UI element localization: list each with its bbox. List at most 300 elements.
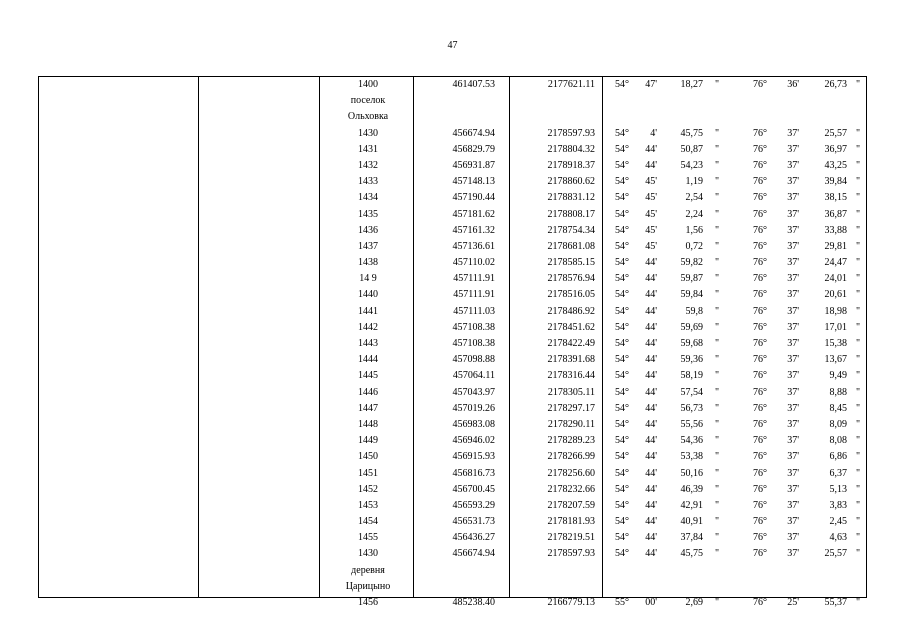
- longitude-seconds: 3,83: [829, 499, 847, 511]
- x-coordinate: 457190.44: [452, 192, 495, 204]
- y-coordinate: 2178316.44: [547, 370, 595, 382]
- table-row: [39, 530, 866, 546]
- latitude-degrees: 54°: [615, 451, 629, 463]
- longitude-seconds-mark: ": [855, 532, 861, 544]
- y-coordinate: 2166779.13: [547, 597, 595, 608]
- longitude-degrees: 76°: [753, 321, 767, 333]
- latitude-seconds-mark: ": [714, 305, 720, 317]
- latitude-degrees: 54°: [615, 467, 629, 479]
- latitude-seconds-mark: ": [714, 516, 720, 528]
- latitude-seconds: 40,91: [680, 516, 703, 528]
- longitude-degrees: 76°: [753, 532, 767, 544]
- point-number: 1438: [358, 257, 378, 269]
- longitude-seconds: 38,15: [824, 192, 847, 204]
- longitude-degrees: 76°: [753, 338, 767, 349]
- table-row: [39, 482, 866, 498]
- table-row: [39, 433, 866, 449]
- point-number: 1447: [358, 402, 378, 414]
- y-coordinate: 2178516.05: [547, 289, 595, 301]
- latitude-seconds: 54,36: [680, 435, 703, 447]
- latitude-seconds-mark: ": [714, 192, 720, 204]
- longitude-degrees: 76°: [753, 273, 767, 285]
- latitude-degrees: 54°: [615, 499, 629, 511]
- x-coordinate: 457043.97: [452, 386, 495, 398]
- longitude-minutes: 37': [787, 305, 799, 317]
- longitude-minutes: 37': [787, 273, 799, 285]
- longitude-minutes: 37': [787, 516, 799, 528]
- x-coordinate: 456816.73: [452, 467, 495, 479]
- latitude-degrees: 54°: [615, 208, 629, 220]
- latitude-seconds: 59,68: [680, 338, 703, 349]
- longitude-seconds: 20,61: [824, 289, 847, 301]
- point-number: 1435: [358, 208, 378, 220]
- latitude-minutes: 44': [645, 273, 657, 285]
- longitude-minutes: 37': [787, 435, 799, 447]
- x-coordinate: 457111.91: [453, 289, 495, 301]
- x-coordinate: 485238.40: [452, 597, 495, 608]
- latitude-minutes: 00': [645, 597, 657, 608]
- latitude-seconds: 59,84: [680, 289, 703, 301]
- point-number: 1455: [358, 532, 378, 544]
- longitude-minutes: 37': [787, 240, 799, 252]
- latitude-seconds-mark: ": [714, 532, 720, 544]
- latitude-degrees: 54°: [615, 224, 629, 236]
- y-coordinate: 2178297.17: [547, 402, 595, 414]
- longitude-seconds-mark: ": [855, 127, 861, 139]
- latitude-degrees: 54°: [615, 257, 629, 269]
- latitude-seconds: 59,87: [680, 273, 703, 285]
- table-row: [39, 126, 866, 142]
- x-coordinate: 457019.26: [452, 402, 495, 414]
- x-coordinate: 461407.53: [452, 79, 495, 90]
- point-number: 1442: [358, 321, 378, 333]
- y-coordinate: 2178232.66: [547, 483, 595, 495]
- latitude-minutes: 44': [645, 548, 657, 560]
- latitude-seconds-mark: ": [714, 338, 720, 349]
- point-number: 1446: [358, 386, 378, 398]
- longitude-seconds-mark: ": [855, 467, 861, 479]
- y-coordinate: 2178486.92: [547, 305, 595, 317]
- latitude-seconds: 59,82: [680, 257, 703, 269]
- x-coordinate: 457136.61: [452, 240, 495, 252]
- longitude-minutes: 37': [787, 354, 799, 366]
- y-coordinate: 2178860.62: [547, 176, 595, 188]
- table-row: [39, 595, 866, 611]
- longitude-seconds: 8,45: [829, 402, 847, 414]
- longitude-minutes: 25': [787, 597, 799, 608]
- x-coordinate: 457161.32: [452, 224, 495, 236]
- latitude-seconds-mark: ": [714, 597, 720, 608]
- longitude-minutes: 37': [787, 548, 799, 560]
- longitude-minutes: 37': [787, 224, 799, 236]
- latitude-minutes: 44': [645, 516, 657, 528]
- y-coordinate: 2178219.51: [547, 532, 595, 544]
- latitude-minutes: 45': [645, 192, 657, 204]
- point-number: 1445: [358, 370, 378, 382]
- latitude-seconds: 50,87: [680, 143, 703, 155]
- longitude-degrees: 76°: [753, 435, 767, 447]
- point-number: 1432: [358, 159, 378, 171]
- x-coordinate: 456829.79: [452, 143, 495, 155]
- page-number: 47: [447, 40, 458, 51]
- latitude-seconds-mark: ": [714, 386, 720, 398]
- longitude-degrees: 76°: [753, 516, 767, 528]
- x-coordinate: 456674.94: [452, 548, 495, 560]
- latitude-degrees: 54°: [615, 548, 629, 560]
- y-coordinate: 2178585.15: [547, 257, 595, 269]
- table-row: [39, 174, 866, 190]
- longitude-seconds: 26,73: [824, 79, 847, 90]
- point-number: 1449: [358, 435, 378, 447]
- longitude-seconds-mark: ": [855, 402, 861, 414]
- longitude-seconds-mark: ": [855, 499, 861, 511]
- longitude-seconds: 43,25: [824, 159, 847, 171]
- longitude-minutes: 37': [787, 127, 799, 139]
- y-coordinate: 2178451.62: [547, 321, 595, 333]
- longitude-seconds-mark: ": [855, 354, 861, 366]
- longitude-degrees: 76°: [753, 192, 767, 204]
- point-number: 1436: [358, 224, 378, 236]
- longitude-seconds: 25,57: [824, 548, 847, 560]
- x-coordinate: 457181.62: [452, 208, 495, 220]
- longitude-seconds-mark: ": [855, 79, 861, 90]
- x-coordinate: 456946.02: [452, 435, 495, 447]
- point-number: 1437: [358, 240, 378, 252]
- table-row: [39, 546, 866, 562]
- longitude-minutes: 37': [787, 159, 799, 171]
- settlement-name: Ольховка: [347, 111, 389, 123]
- table-row: [39, 336, 866, 352]
- longitude-minutes: 37': [787, 192, 799, 204]
- longitude-seconds-mark: ": [855, 370, 861, 382]
- longitude-seconds: 4,63: [829, 532, 847, 544]
- longitude-degrees: 76°: [753, 548, 767, 560]
- longitude-minutes: 37': [787, 532, 799, 544]
- latitude-degrees: 54°: [615, 370, 629, 382]
- latitude-seconds: 54,23: [680, 159, 703, 171]
- longitude-seconds: 8,08: [829, 435, 847, 447]
- latitude-minutes: 44': [645, 370, 657, 382]
- latitude-seconds: 59,8: [685, 305, 703, 317]
- y-coordinate: 2178266.99: [547, 451, 595, 463]
- table-row: [39, 271, 866, 287]
- latitude-seconds-mark: ": [714, 240, 720, 252]
- longitude-seconds-mark: ": [855, 451, 861, 463]
- y-coordinate: 2178576.94: [547, 273, 595, 285]
- longitude-seconds: 24,01: [824, 273, 847, 285]
- latitude-seconds: 59,69: [680, 321, 703, 333]
- y-coordinate: 2178181.93: [547, 516, 595, 528]
- latitude-degrees: 54°: [615, 386, 629, 398]
- longitude-minutes: 37': [787, 483, 799, 495]
- longitude-degrees: 76°: [753, 451, 767, 463]
- latitude-minutes: 44': [645, 402, 657, 414]
- longitude-seconds-mark: ": [855, 273, 861, 285]
- latitude-degrees: 54°: [615, 159, 629, 171]
- table-body: [39, 77, 866, 611]
- latitude-seconds-mark: ": [714, 370, 720, 382]
- latitude-degrees: 54°: [615, 127, 629, 139]
- latitude-degrees: 54°: [615, 240, 629, 252]
- x-coordinate: 456983.08: [452, 418, 495, 430]
- latitude-minutes: 44': [645, 532, 657, 544]
- latitude-seconds: 55,56: [680, 418, 703, 430]
- longitude-degrees: 76°: [753, 370, 767, 382]
- latitude-minutes: 47': [645, 79, 657, 90]
- table-row: [39, 304, 866, 320]
- longitude-seconds-mark: ": [855, 257, 861, 269]
- settlement-label-row: [39, 579, 866, 595]
- longitude-seconds: 2,45: [829, 516, 847, 528]
- longitude-seconds-mark: ": [855, 386, 861, 398]
- longitude-minutes: 37': [787, 499, 799, 511]
- latitude-degrees: 54°: [615, 273, 629, 285]
- y-coordinate: 2178597.93: [547, 548, 595, 560]
- latitude-minutes: 44': [645, 305, 657, 317]
- latitude-degrees: 54°: [615, 79, 629, 90]
- longitude-seconds-mark: ": [855, 208, 861, 220]
- longitude-degrees: 76°: [753, 143, 767, 155]
- latitude-seconds-mark: ": [714, 289, 720, 301]
- latitude-minutes: 44': [645, 257, 657, 269]
- point-number: 1452: [358, 483, 378, 495]
- longitude-seconds-mark: ": [855, 159, 861, 171]
- longitude-seconds: 36,87: [824, 208, 847, 220]
- x-coordinate: 457148.13: [452, 176, 495, 188]
- latitude-seconds-mark: ": [714, 257, 720, 269]
- latitude-degrees: 54°: [615, 354, 629, 366]
- table-row: [39, 77, 866, 93]
- longitude-minutes: 37': [787, 370, 799, 382]
- y-coordinate: 2177621.11: [547, 79, 595, 90]
- longitude-degrees: 76°: [753, 418, 767, 430]
- longitude-seconds-mark: ": [855, 435, 861, 447]
- longitude-minutes: 37': [787, 257, 799, 269]
- table-row: [39, 368, 866, 384]
- latitude-seconds: 42,91: [680, 499, 703, 511]
- latitude-seconds-mark: ": [714, 499, 720, 511]
- latitude-degrees: 54°: [615, 532, 629, 544]
- point-number: 1450: [358, 451, 378, 463]
- point-number: 1430: [358, 127, 378, 139]
- table-row: [39, 417, 866, 433]
- x-coordinate: 457110.02: [452, 257, 495, 269]
- latitude-minutes: 44': [645, 451, 657, 463]
- latitude-seconds-mark: ": [714, 418, 720, 430]
- longitude-seconds: 13,67: [824, 354, 847, 366]
- longitude-degrees: 76°: [753, 240, 767, 252]
- latitude-seconds-mark: ": [714, 79, 720, 90]
- table-row: [39, 223, 866, 239]
- latitude-seconds-mark: ": [714, 321, 720, 333]
- longitude-minutes: 37': [787, 289, 799, 301]
- longitude-degrees: 76°: [753, 127, 767, 139]
- longitude-seconds-mark: ": [855, 224, 861, 236]
- longitude-minutes: 36': [787, 79, 799, 90]
- longitude-seconds: 24,47: [824, 257, 847, 269]
- x-coordinate: 457111.03: [453, 305, 495, 317]
- y-coordinate: 2178918.37: [547, 159, 595, 171]
- longitude-degrees: 76°: [753, 483, 767, 495]
- settlement-label-row: [39, 563, 866, 579]
- latitude-seconds-mark: ": [714, 354, 720, 366]
- x-coordinate: 456931.87: [452, 159, 495, 171]
- longitude-seconds: 18,98: [824, 305, 847, 317]
- longitude-minutes: 37': [787, 418, 799, 430]
- table-row: [39, 352, 866, 368]
- y-coordinate: 2178207.59: [547, 499, 595, 511]
- longitude-seconds: 55,37: [824, 597, 847, 608]
- y-coordinate: 2178831.12: [547, 192, 595, 204]
- longitude-minutes: 37': [787, 321, 799, 333]
- point-number: 14 9: [359, 273, 377, 285]
- latitude-seconds: 53,38: [680, 451, 703, 463]
- longitude-seconds-mark: ": [855, 597, 861, 608]
- latitude-minutes: 44': [645, 483, 657, 495]
- settlement-name: поселок: [350, 95, 386, 107]
- longitude-seconds: 6,37: [829, 467, 847, 479]
- latitude-minutes: 44': [645, 386, 657, 398]
- latitude-seconds-mark: ": [714, 483, 720, 495]
- latitude-seconds: 56,73: [680, 402, 703, 414]
- latitude-minutes: 44': [645, 289, 657, 301]
- table-row: [39, 401, 866, 417]
- y-coordinate: 2178305.11: [547, 386, 595, 398]
- latitude-minutes: 44': [645, 159, 657, 171]
- latitude-seconds-mark: ": [714, 208, 720, 220]
- x-coordinate: 456915.93: [452, 451, 495, 463]
- latitude-degrees: 55°: [615, 597, 629, 608]
- latitude-seconds-mark: ": [714, 402, 720, 414]
- latitude-degrees: 54°: [615, 483, 629, 495]
- latitude-seconds: 45,75: [680, 127, 703, 139]
- x-coordinate: 456593.29: [452, 499, 495, 511]
- table-row: [39, 158, 866, 174]
- latitude-seconds: 2,54: [685, 192, 703, 204]
- latitude-seconds: 37,84: [680, 532, 703, 544]
- point-number: 1440: [358, 289, 378, 301]
- y-coordinate: 2178290.11: [547, 418, 595, 430]
- latitude-seconds: 57,54: [680, 386, 703, 398]
- x-coordinate: 457098.88: [452, 354, 495, 366]
- point-number: 1443: [358, 338, 378, 349]
- longitude-seconds: 15,38: [824, 338, 847, 349]
- latitude-minutes: 45': [645, 224, 657, 236]
- point-number: 1444: [358, 354, 378, 366]
- table-row: [39, 385, 866, 401]
- latitude-minutes: 44': [645, 499, 657, 511]
- latitude-seconds-mark: ": [714, 143, 720, 155]
- latitude-minutes: 44': [645, 143, 657, 155]
- longitude-seconds: 29,81: [824, 240, 847, 252]
- longitude-degrees: 76°: [753, 289, 767, 301]
- point-number: 1434: [358, 192, 378, 204]
- table-row: [39, 287, 866, 303]
- longitude-seconds: 25,57: [824, 127, 847, 139]
- x-coordinate: 456436.27: [452, 532, 495, 544]
- y-coordinate: 2178256.60: [547, 467, 595, 479]
- longitude-degrees: 76°: [753, 79, 767, 90]
- y-coordinate: 2178808.17: [547, 208, 595, 220]
- y-coordinate: 2178289.23: [547, 435, 595, 447]
- y-coordinate: 2178754.34: [547, 224, 595, 236]
- latitude-degrees: 54°: [615, 402, 629, 414]
- point-number: 1431: [358, 143, 378, 155]
- longitude-minutes: 37': [787, 386, 799, 398]
- latitude-minutes: 44': [645, 467, 657, 479]
- x-coordinate: 457064.11: [452, 370, 495, 382]
- latitude-seconds: 45,75: [680, 548, 703, 560]
- latitude-degrees: 54°: [615, 305, 629, 317]
- settlement-name: деревня: [351, 564, 385, 576]
- longitude-seconds: 33,88: [824, 224, 847, 236]
- longitude-degrees: 76°: [753, 402, 767, 414]
- y-coordinate: 2178681.08: [547, 240, 595, 252]
- table-row: [39, 190, 866, 206]
- latitude-seconds: 18,27: [680, 79, 703, 90]
- latitude-degrees: 54°: [615, 289, 629, 301]
- longitude-seconds: 9,49: [829, 370, 847, 382]
- y-coordinate: 2178422.49: [547, 338, 595, 349]
- y-coordinate: 2178804.32: [547, 143, 595, 155]
- latitude-seconds: 2,24: [685, 208, 703, 220]
- point-number: 1430: [358, 548, 378, 560]
- latitude-seconds-mark: ": [714, 273, 720, 285]
- longitude-seconds-mark: ": [855, 338, 861, 349]
- latitude-seconds: 59,36: [680, 354, 703, 366]
- latitude-degrees: 54°: [615, 176, 629, 188]
- latitude-seconds: 0,72: [685, 240, 703, 252]
- latitude-seconds-mark: ": [714, 224, 720, 236]
- longitude-minutes: 37': [787, 208, 799, 220]
- x-coordinate: 457111.91: [453, 273, 495, 285]
- x-coordinate: 457108.38: [452, 338, 495, 349]
- y-coordinate: 2178391.68: [547, 354, 595, 366]
- latitude-degrees: 54°: [615, 435, 629, 447]
- point-number: 1400: [358, 79, 378, 90]
- longitude-minutes: 37': [787, 176, 799, 188]
- latitude-seconds-mark: ": [714, 435, 720, 447]
- latitude-degrees: 54°: [615, 338, 629, 349]
- table-row: [39, 207, 866, 223]
- table-row: [39, 449, 866, 465]
- table-row: [39, 142, 866, 158]
- latitude-seconds: 46,39: [680, 483, 703, 495]
- longitude-seconds-mark: ": [855, 289, 861, 301]
- latitude-seconds: 50,16: [680, 467, 703, 479]
- longitude-seconds: 39,84: [824, 176, 847, 188]
- point-number: 1456: [358, 597, 378, 608]
- longitude-degrees: 76°: [753, 499, 767, 511]
- latitude-minutes: 44': [645, 354, 657, 366]
- latitude-minutes: 45': [645, 208, 657, 220]
- longitude-degrees: 76°: [753, 208, 767, 220]
- table-row: [39, 466, 866, 482]
- latitude-minutes: 44': [645, 435, 657, 447]
- longitude-seconds: 17,01: [824, 321, 847, 333]
- longitude-minutes: 37': [787, 467, 799, 479]
- longitude-seconds-mark: ": [855, 548, 861, 560]
- settlement-label-row: [39, 109, 866, 125]
- longitude-seconds-mark: ": [855, 418, 861, 430]
- longitude-degrees: 76°: [753, 159, 767, 171]
- longitude-minutes: 37': [787, 143, 799, 155]
- latitude-degrees: 54°: [615, 192, 629, 204]
- longitude-seconds: 6,86: [829, 451, 847, 463]
- longitude-degrees: 76°: [753, 224, 767, 236]
- latitude-degrees: 54°: [615, 143, 629, 155]
- longitude-seconds: 36,97: [824, 143, 847, 155]
